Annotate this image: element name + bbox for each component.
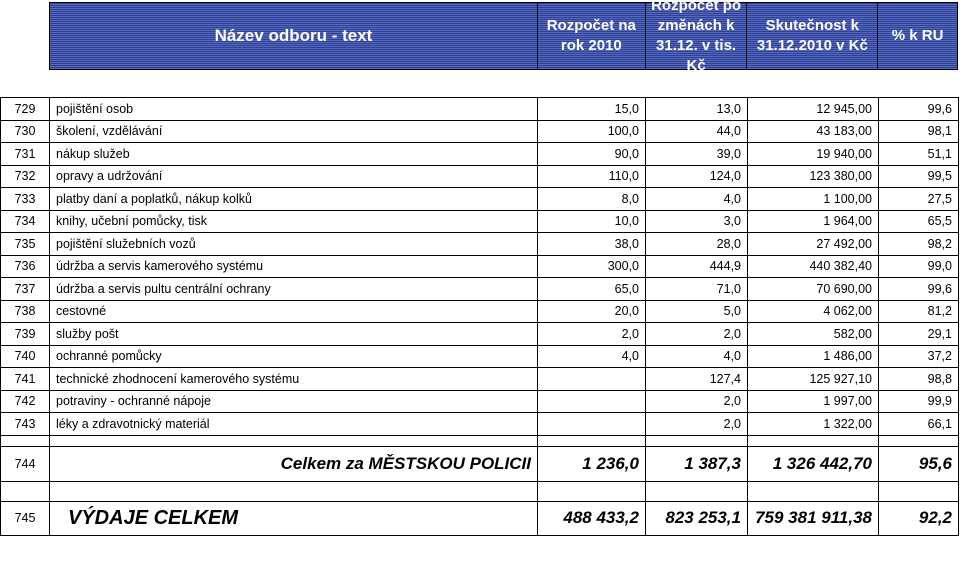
header-pct: % k RU [877, 3, 957, 69]
pct-value: 99,6 [879, 278, 959, 301]
actual-value: 4 062,00 [748, 300, 879, 323]
total-row-changes: 823 253,1 [646, 501, 748, 535]
subtotal-row-budget: 1 236,0 [538, 446, 646, 481]
changes-value: 28,0 [646, 233, 748, 256]
actual-value: 19 940,00 [748, 143, 879, 166]
actual-value: 582,00 [748, 323, 879, 346]
actual-value: 1 964,00 [748, 210, 879, 233]
budget-value [538, 390, 646, 413]
budget-value: 100,0 [538, 120, 646, 143]
item-name: pojištění osob [50, 98, 538, 121]
item-name: údržba a servis pultu centrální ochrany [50, 278, 538, 301]
total-row-budget: 488 433,2 [538, 501, 646, 535]
table-row [1, 98, 959, 121]
table-row [1, 188, 959, 211]
item-name: služby pošt [50, 323, 538, 346]
subtotal-row [1, 446, 959, 481]
changes-value: 3,0 [646, 210, 748, 233]
row-number: 741 [1, 368, 50, 391]
budget-value [538, 368, 646, 391]
table-row [1, 255, 959, 278]
total-row-label: VÝDAJE CELKEM [50, 501, 538, 535]
item-name: nákup služeb [50, 143, 538, 166]
header-changes: Rozpočet po změnách k 31.12. v tis. Kč [645, 3, 747, 69]
actual-value: 125 927,10 [748, 368, 879, 391]
budget-value: 300,0 [538, 255, 646, 278]
item-name: potraviny - ochranné nápoje [50, 390, 538, 413]
changes-value: 444,9 [646, 255, 748, 278]
row-number: 730 [1, 120, 50, 143]
spacer-cell [50, 435, 538, 446]
table-row [1, 233, 959, 256]
spacer-cell [879, 481, 959, 501]
actual-value: 440 382,40 [748, 255, 879, 278]
pct-value: 37,2 [879, 345, 959, 368]
subtotal-row-actual: 1 326 442,70 [748, 446, 879, 481]
row-number: 744 [1, 446, 50, 481]
header-budget: Rozpočet na rok 2010 [537, 3, 645, 69]
actual-value: 1 486,00 [748, 345, 879, 368]
pct-value: 98,2 [879, 233, 959, 256]
spacer-row [1, 435, 959, 446]
item-name: platby daní a poplatků, nákup kolků [50, 188, 538, 211]
actual-value: 123 380,00 [748, 165, 879, 188]
pct-value: 66,1 [879, 413, 959, 436]
item-name: léky a zdravotnický materiál [50, 413, 538, 436]
changes-value: 4,0 [646, 345, 748, 368]
table-row [1, 345, 959, 368]
row-number: 745 [1, 501, 50, 535]
changes-value: 124,0 [646, 165, 748, 188]
budget-value: 2,0 [538, 323, 646, 346]
actual-value: 70 690,00 [748, 278, 879, 301]
changes-value: 13,0 [646, 98, 748, 121]
table-row [1, 368, 959, 391]
budget-value: 90,0 [538, 143, 646, 166]
changes-value: 127,4 [646, 368, 748, 391]
table-header [49, 0, 958, 74]
item-name: cestovné [50, 300, 538, 323]
changes-value: 2,0 [646, 323, 748, 346]
row-number: 736 [1, 255, 50, 278]
changes-value: 39,0 [646, 143, 748, 166]
item-name: školení, vzdělávání [50, 120, 538, 143]
total-row-pct: 92,2 [879, 501, 959, 535]
actual-value: 1 100,00 [748, 188, 879, 211]
table-row [1, 278, 959, 301]
row-number: 731 [1, 143, 50, 166]
pct-value: 27,5 [879, 188, 959, 211]
spacer-cell [748, 435, 879, 446]
spacer-cell [879, 435, 959, 446]
budget-value: 10,0 [538, 210, 646, 233]
pct-value: 99,5 [879, 165, 959, 188]
pct-value: 81,2 [879, 300, 959, 323]
table-row [1, 390, 959, 413]
table-row [1, 323, 959, 346]
item-name: opravy a udržování [50, 165, 538, 188]
item-name: údržba a servis kamerového systému [50, 255, 538, 278]
row-number: 738 [1, 300, 50, 323]
spacer-cell [538, 481, 646, 501]
budget-value: 15,0 [538, 98, 646, 121]
spacer-row [1, 481, 959, 501]
budget-value: 110,0 [538, 165, 646, 188]
changes-value: 4,0 [646, 188, 748, 211]
spacer-cell [646, 481, 748, 501]
row-number: 729 [1, 98, 50, 121]
table-row [1, 165, 959, 188]
changes-value: 2,0 [646, 413, 748, 436]
actual-value: 43 183,00 [748, 120, 879, 143]
budget-value: 38,0 [538, 233, 646, 256]
row-number: 737 [1, 278, 50, 301]
spacer-cell [748, 481, 879, 501]
table-row [1, 413, 959, 436]
item-name: ochranné pomůcky [50, 345, 538, 368]
budget-value: 8,0 [538, 188, 646, 211]
pct-value: 65,5 [879, 210, 959, 233]
item-name: pojištění služebních vozů [50, 233, 538, 256]
budget-table [0, 97, 959, 536]
budget-value: 4,0 [538, 345, 646, 368]
table-row [1, 120, 959, 143]
row-number: 742 [1, 390, 50, 413]
table-row [1, 143, 959, 166]
actual-value: 1 997,00 [748, 390, 879, 413]
spacer-cell [538, 435, 646, 446]
header-name: Název odboru - text [214, 26, 373, 45]
changes-value: 5,0 [646, 300, 748, 323]
total-row [1, 501, 959, 535]
subtotal-row-changes: 1 387,3 [646, 446, 748, 481]
row-number: 735 [1, 233, 50, 256]
row-number: 733 [1, 188, 50, 211]
budget-value: 20,0 [538, 300, 646, 323]
pct-value: 51,1 [879, 143, 959, 166]
item-name: knihy, učební pomůcky, tisk [50, 210, 538, 233]
row-number: 734 [1, 210, 50, 233]
budget-value [538, 413, 646, 436]
pct-value: 99,0 [879, 255, 959, 278]
budget-value: 65,0 [538, 278, 646, 301]
spacer-cell [1, 481, 50, 501]
pct-value: 99,9 [879, 390, 959, 413]
actual-value: 12 945,00 [748, 98, 879, 121]
spacer-cell [1, 435, 50, 446]
row-number: 739 [1, 323, 50, 346]
row-number: 732 [1, 165, 50, 188]
header-actual: Skutečnost k 31.12.2010 v Kč [746, 3, 877, 69]
table-row [1, 300, 959, 323]
subtotal-row-label: Celkem za MĚSTSKOU POLICII [50, 446, 538, 481]
item-name: technické zhodnocení kamerového systému [50, 368, 538, 391]
spacer-cell [50, 481, 538, 501]
changes-value: 2,0 [646, 390, 748, 413]
pct-value: 99,6 [879, 98, 959, 121]
row-number: 743 [1, 413, 50, 436]
spacer-cell [646, 435, 748, 446]
pct-value: 98,8 [879, 368, 959, 391]
changes-value: 71,0 [646, 278, 748, 301]
pct-value: 29,1 [879, 323, 959, 346]
table-body [1, 98, 959, 536]
actual-value: 27 492,00 [748, 233, 879, 256]
subtotal-row-pct: 95,6 [879, 446, 959, 481]
changes-value: 44,0 [646, 120, 748, 143]
actual-value: 1 322,00 [748, 413, 879, 436]
row-number: 740 [1, 345, 50, 368]
pct-value: 98,1 [879, 120, 959, 143]
total-row-actual: 759 381 911,38 [748, 501, 879, 535]
table-row [1, 210, 959, 233]
